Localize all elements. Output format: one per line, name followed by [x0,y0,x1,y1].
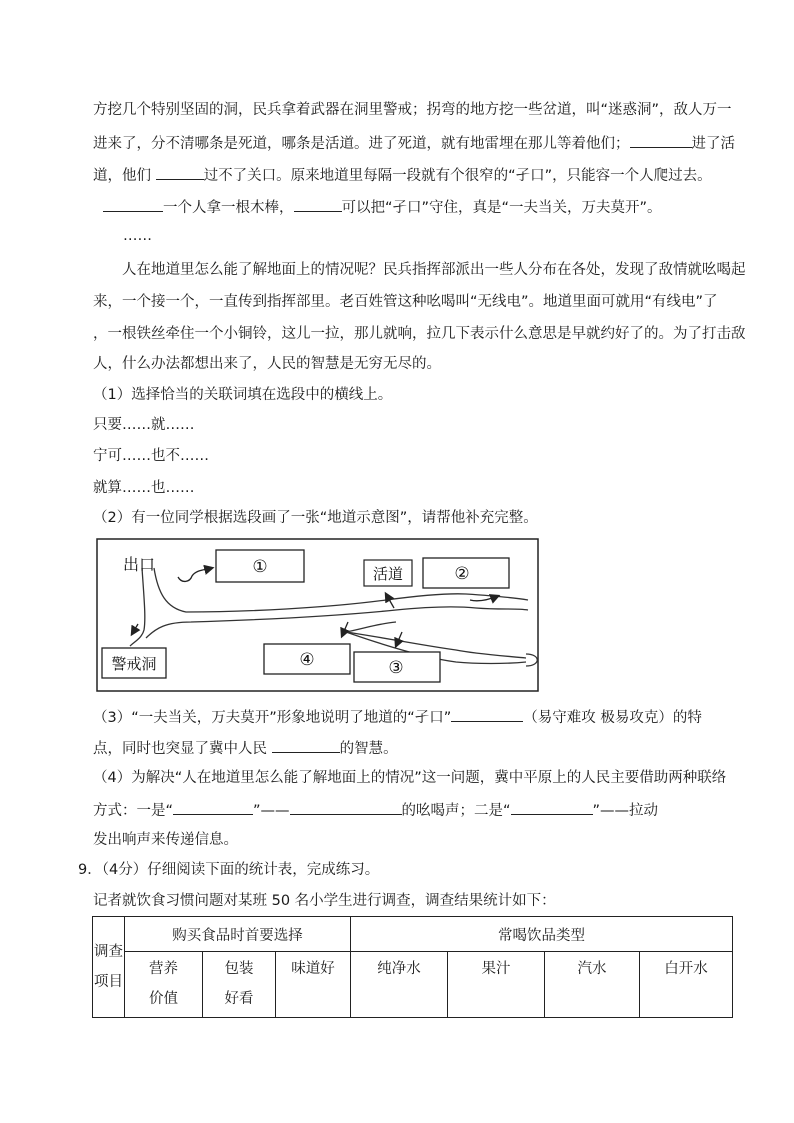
question-text: （3）“一夫当关，万夫莫开”形象地说明了地道的“孑口” [93,710,452,726]
passage-text: 进了活 [691,136,735,152]
cell-line: 营养 [149,961,178,977]
passage-line [103,196,662,218]
answer-blank[interactable] [511,799,593,815]
question-9-intro: 记者就饮食习惯问题对某班 50 名小学生进行调查，调查结果统计如下： [93,893,556,909]
live-road-label: 活道 [372,565,404,583]
answer-blank[interactable] [173,799,253,815]
survey-table-wrap [92,916,733,1018]
cell-line: 味道好 [291,961,335,977]
question-text: 的吆喝声；二是“ [401,803,511,819]
cell-line: 包装 [224,961,254,977]
drink-item-pure-water: 纯净水 [351,952,448,1018]
passage-text: 一个人拿一根木棒， [163,200,294,216]
answer-blank[interactable] [294,196,342,212]
question-4-end: 发出响声来传递信息。 [93,832,238,848]
option-1: 只要……就…… [93,417,195,433]
cell-line: 好看 [224,991,254,1007]
answer-blank[interactable] [103,196,163,212]
drink-item-boiled-water: 白开水 [640,952,733,1018]
exit-label: 出口 [123,555,156,574]
question-text: 方式：一是“ [93,803,174,819]
food-item-packaging [203,952,276,1018]
question-text: 点，同时也突显了冀中人民 [93,741,272,757]
box-3-label: ③ [388,658,404,678]
row-header-line: 调查 [94,944,123,960]
question-text: ”——拉动 [592,803,659,819]
cell-line: 价值 [149,991,178,1007]
drink-item-juice: 果汁 [448,952,545,1018]
row-header-line: 项目 [94,974,123,990]
answer-blank[interactable] [156,164,204,180]
passage-line: 人在地道里怎么能了解地面上的情况呢？民兵指挥部派出一些人分布在各处，发现了敌情就吆喝起 [122,262,746,278]
passage-line: 方挖几个特别坚固的洞，民兵拿着武器在洞里警戒；拐弯的地方挖一些岔道，叫“迷惑洞”，敌人万一 [93,102,732,118]
passage-line [93,164,712,186]
passage-text: 进来了，分不清哪条是死道，哪条是活道。进了死道，就有地雷埋在那儿等着他们； [93,136,630,152]
drink-item-soda: 汽水 [545,952,640,1018]
passage-text: 道，他们 [93,168,156,184]
question-4-cont [93,799,658,821]
answer-blank[interactable] [451,706,523,722]
ellipsis: …… [123,228,152,244]
answer-blank[interactable] [290,799,402,815]
question-9-heading: 9．（4分）仔细阅读下面的统计表，完成练习。 [78,862,380,878]
group-header-food: 购买食品时首要选择 [125,917,351,952]
group-header-drink: 常喝饮品类型 [351,917,733,952]
guard-cave-label: 警戒洞 [111,655,157,673]
passage-line: ，一根铁丝牵住一个小铜铃，这儿一拉，那儿就响，拉几下表示什么意思是早就约好了的。为了打击敌 [93,326,746,342]
box-2-label: ② [454,564,470,584]
question-2: （2）有一位同学根据选段画了一张“地道示意图”，请帮他补充完整。 [93,510,538,526]
question-4: （4）为解决“人在地道里怎么能了解地面上的情况”这一问题，冀中平原上的人民主要借助两种联络 [93,770,727,786]
row-header-cell [93,917,125,1018]
box-4-label: ④ [299,650,315,670]
question-text: ”—— [253,803,290,819]
question-text: （易守难攻 极易攻克）的特 [523,710,702,726]
answer-blank[interactable] [272,737,340,753]
passage-line: 来，一个接一个，一直传到指挥部里。老百姓管这种吆喝叫“无线电”。地道里面可就用“有线电”了 [93,294,718,310]
box-1-label: ① [252,557,268,577]
question-1: （1）选择恰当的关联词填在选段中的横线上。 [93,387,393,403]
question-text: 的智慧。 [339,741,398,757]
passage-line [93,132,735,154]
tunnel-diagram [96,538,539,692]
food-item-nutrition [125,952,203,1018]
answer-blank[interactable] [630,132,692,148]
survey-table [92,916,733,1018]
passage-text: 过不了关口。原来地道里每隔一段就有个很窄的“孑口”，只能容一个人爬过去。 [203,168,712,184]
question-3-cont [93,737,398,759]
option-2: 宁可……也不…… [93,448,209,464]
food-item-taste [276,952,351,1018]
passage-text: 可以把“孑口”守住，真是“一夫当关，万夫莫开”。 [341,200,662,216]
option-3: 就算……也…… [93,480,195,496]
question-3 [93,706,702,728]
passage-line: 人，什么办法都想出来了，人民的智慧是无穷无尽的。 [93,356,441,372]
